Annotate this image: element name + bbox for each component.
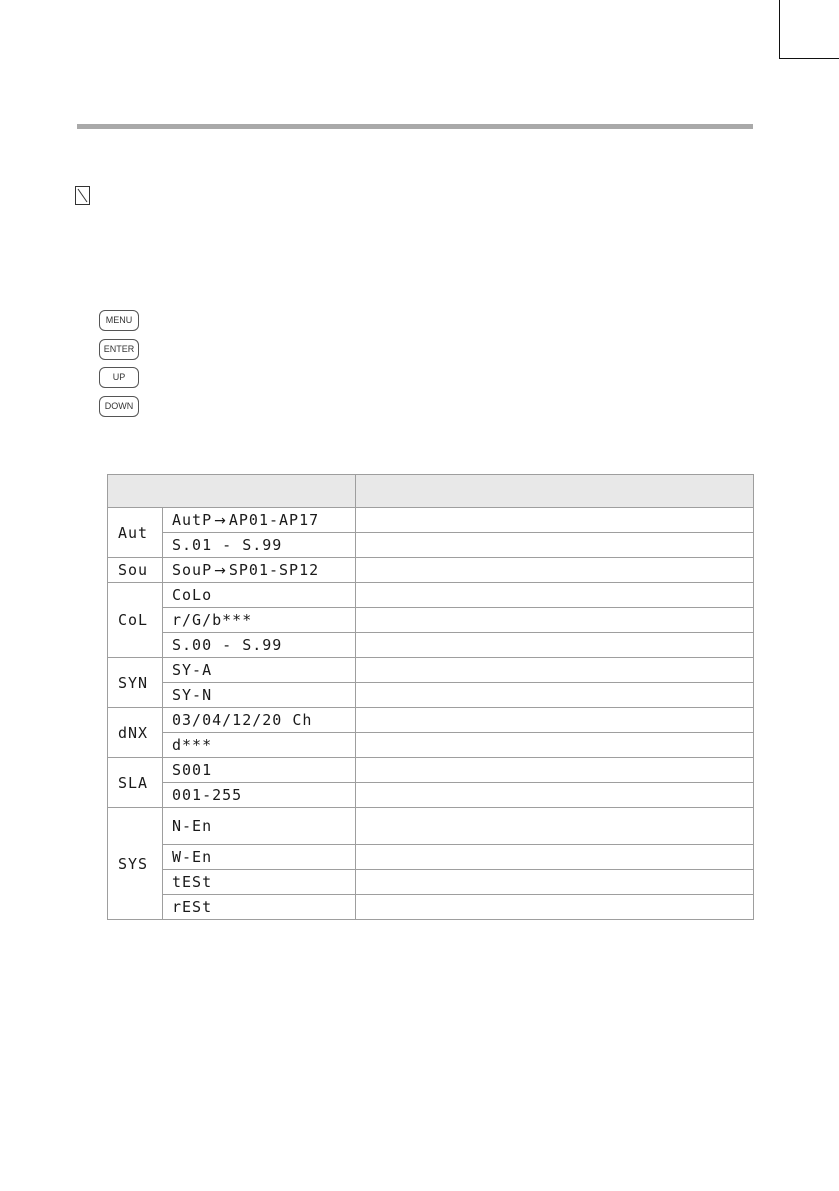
description-cell xyxy=(356,558,754,583)
description-cell xyxy=(356,633,754,658)
table-row xyxy=(108,708,754,733)
group-code: Aut xyxy=(108,508,163,558)
note-icon xyxy=(75,186,90,205)
arrow-icon: → xyxy=(214,513,227,529)
description-cell xyxy=(356,583,754,608)
description-cell xyxy=(356,758,754,783)
description-cell xyxy=(356,783,754,808)
down-key: DOWN xyxy=(99,396,139,417)
description-cell xyxy=(356,733,754,758)
table-row xyxy=(108,783,754,808)
description-cell xyxy=(356,708,754,733)
setting-cell: r/G/b*** xyxy=(163,608,356,633)
header-function xyxy=(108,475,356,508)
crop-mark-horizontal xyxy=(779,58,839,59)
description-cell xyxy=(356,658,754,683)
enter-key: ENTER xyxy=(99,339,139,360)
setting-cell: CoLo xyxy=(163,583,356,608)
group-code: CoL xyxy=(108,583,163,658)
setting-cell: S.01 - S.99 xyxy=(163,533,356,558)
group-code: SYS xyxy=(108,808,163,920)
group-code: SYN xyxy=(108,658,163,708)
group-code: dNX xyxy=(108,708,163,758)
setting-cell: AutP → AP01-AP17 xyxy=(163,508,356,533)
description-cell xyxy=(356,895,754,920)
table-row xyxy=(108,633,754,658)
setting-cell: S001 xyxy=(163,758,356,783)
setting-cell: 001-255 xyxy=(163,783,356,808)
setting-cell: 03/04/12/20 Ch xyxy=(163,708,356,733)
up-key: UP xyxy=(99,367,139,388)
setting-cell: tESt xyxy=(163,870,356,895)
arrow-icon: → xyxy=(214,563,227,579)
group-code: SLA xyxy=(108,758,163,808)
table-row xyxy=(108,658,754,683)
crop-mark-vertical xyxy=(779,0,780,58)
table-row xyxy=(108,895,754,920)
table-row xyxy=(108,683,754,708)
control-keys xyxy=(99,310,139,424)
setting-cell: d*** xyxy=(163,733,356,758)
table-row xyxy=(108,845,754,870)
setting-cell: SouP → SP01-SP12 xyxy=(163,558,356,583)
section-divider xyxy=(77,124,753,129)
setting-cell: W-En xyxy=(163,845,356,870)
description-cell xyxy=(356,870,754,895)
table-row xyxy=(108,608,754,633)
setting-cell: S.00 - S.99 xyxy=(163,633,356,658)
table-row xyxy=(108,508,754,533)
description-cell xyxy=(356,533,754,558)
description-cell xyxy=(356,845,754,870)
description-cell xyxy=(356,808,754,845)
description-cell xyxy=(356,683,754,708)
setting-cell: N-En xyxy=(163,808,356,845)
setting-cell: SY-A xyxy=(163,658,356,683)
table-header-row xyxy=(108,475,754,508)
header-description xyxy=(356,475,754,508)
group-code: Sou xyxy=(108,558,163,583)
setting-cell: SY-N xyxy=(163,683,356,708)
description-cell xyxy=(356,508,754,533)
table-row xyxy=(108,808,754,845)
table-row xyxy=(108,758,754,783)
table-row xyxy=(108,733,754,758)
menu-key: MENU xyxy=(99,310,139,331)
table-row xyxy=(108,558,754,583)
table-row xyxy=(108,583,754,608)
menu-table xyxy=(107,474,754,920)
table-row xyxy=(108,870,754,895)
description-cell xyxy=(356,608,754,633)
setting-cell: rESt xyxy=(163,895,356,920)
table-row xyxy=(108,533,754,558)
